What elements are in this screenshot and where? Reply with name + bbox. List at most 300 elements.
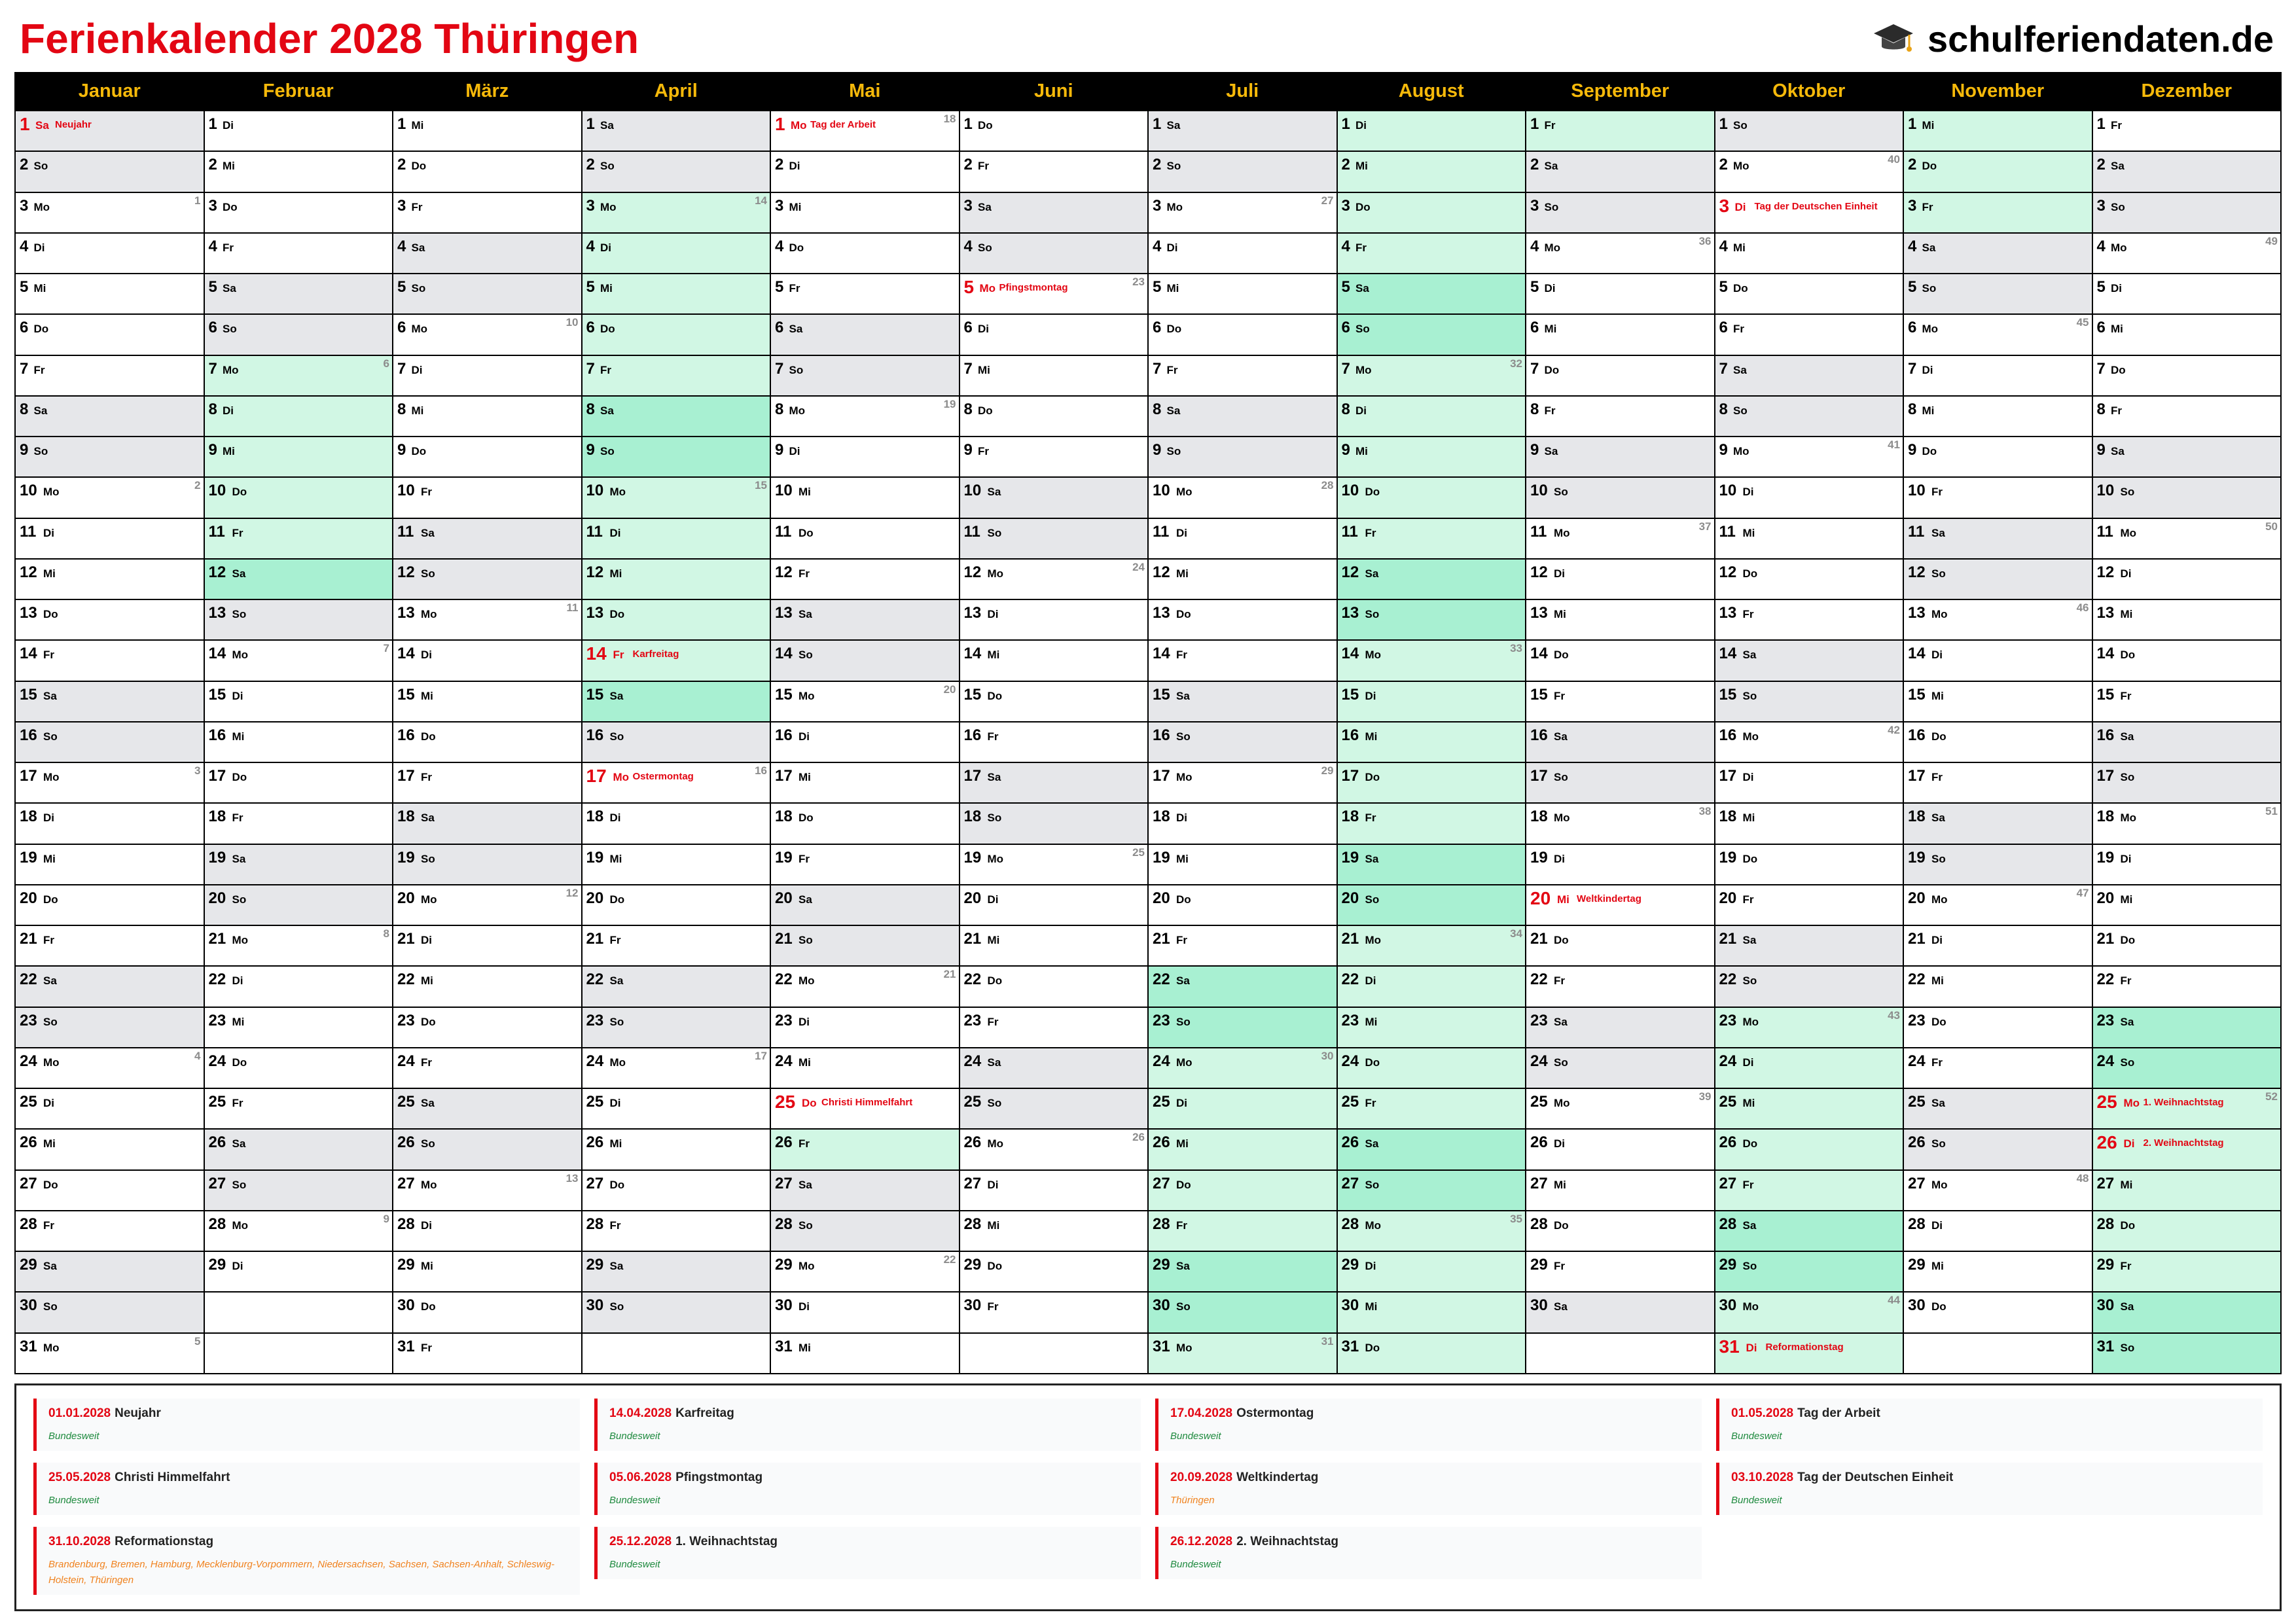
day-cell[interactable] (1904, 885, 2092, 925)
day-cell[interactable] (771, 1048, 959, 1088)
day-cell[interactable] (2093, 804, 2281, 843)
day-cell[interactable] (393, 560, 581, 599)
day-cell[interactable] (1526, 274, 1714, 313)
day-cell[interactable] (1338, 234, 1526, 273)
day-cell[interactable] (583, 600, 770, 639)
day-cell[interactable] (771, 193, 959, 232)
day-cell[interactable] (205, 1008, 393, 1047)
day-cell[interactable] (960, 926, 1148, 965)
day-cell[interactable] (16, 722, 204, 762)
day-cell[interactable] (2093, 478, 2281, 517)
day-cell[interactable] (960, 315, 1148, 354)
day-cell[interactable] (583, 804, 770, 843)
day-cell[interactable] (1338, 111, 1526, 151)
day-cell[interactable] (771, 437, 959, 476)
day-cell[interactable] (16, 519, 204, 558)
day-cell[interactable] (1526, 1089, 1714, 1128)
day-cell[interactable] (771, 274, 959, 313)
day-cell[interactable] (1149, 478, 1336, 517)
day-cell[interactable] (16, 560, 204, 599)
day-cell[interactable] (393, 111, 581, 151)
day-cell[interactable] (1338, 193, 1526, 232)
day-cell[interactable] (393, 1293, 581, 1332)
day-cell[interactable] (16, 1334, 204, 1373)
day-cell[interactable] (16, 152, 204, 191)
day-cell[interactable] (1904, 600, 2092, 639)
day-cell[interactable] (771, 885, 959, 925)
day-cell[interactable] (2093, 437, 2281, 476)
day-cell[interactable] (1338, 763, 1526, 802)
day-cell[interactable] (2093, 356, 2281, 395)
day-cell[interactable] (393, 885, 581, 925)
day-cell[interactable] (583, 397, 770, 436)
day-cell[interactable] (1149, 519, 1336, 558)
day-cell[interactable] (2093, 722, 2281, 762)
day-cell[interactable] (16, 641, 204, 680)
day-cell[interactable] (1338, 1008, 1526, 1047)
day-cell[interactable] (1526, 600, 1714, 639)
day-cell[interactable] (1338, 478, 1526, 517)
day-cell[interactable] (1526, 1293, 1714, 1332)
day-cell[interactable] (583, 1211, 770, 1251)
day-cell[interactable] (2093, 967, 2281, 1006)
day-cell[interactable] (1338, 682, 1526, 721)
day-cell[interactable] (1149, 437, 1336, 476)
day-cell[interactable] (1338, 1252, 1526, 1291)
day-cell[interactable] (1715, 967, 1903, 1006)
day-cell[interactable] (1904, 1171, 2092, 1210)
day-cell[interactable] (1715, 397, 1903, 436)
day-cell[interactable] (1149, 1252, 1336, 1291)
day-cell[interactable] (1149, 356, 1336, 395)
day-cell[interactable] (1338, 967, 1526, 1006)
day-cell[interactable] (1526, 397, 1714, 436)
day-cell[interactable] (1715, 437, 1903, 476)
day-cell[interactable] (1715, 722, 1903, 762)
day-cell[interactable] (1526, 478, 1714, 517)
day-cell[interactable] (205, 845, 393, 884)
day-cell[interactable] (771, 397, 959, 436)
day-cell[interactable] (2093, 600, 2281, 639)
day-cell[interactable] (16, 437, 204, 476)
day-cell[interactable] (16, 1089, 204, 1128)
day-cell[interactable] (1338, 885, 1526, 925)
day-cell[interactable] (393, 437, 581, 476)
day-cell[interactable] (771, 967, 959, 1006)
day-cell[interactable] (1715, 274, 1903, 313)
day-cell[interactable] (2093, 519, 2281, 558)
day-cell[interactable] (771, 560, 959, 599)
day-cell[interactable] (2093, 1252, 2281, 1291)
day-cell[interactable] (393, 152, 581, 191)
day-cell[interactable] (1338, 600, 1526, 639)
day-cell[interactable] (1715, 885, 1903, 925)
day-cell[interactable] (960, 152, 1148, 191)
day-cell[interactable] (16, 845, 204, 884)
day-cell[interactable] (2093, 152, 2281, 191)
day-cell[interactable] (583, 967, 770, 1006)
day-cell[interactable] (393, 519, 581, 558)
day-cell[interactable] (16, 1048, 204, 1088)
day-cell[interactable] (1904, 763, 2092, 802)
day-cell[interactable] (1904, 152, 2092, 191)
day-cell[interactable] (1338, 397, 1526, 436)
day-cell[interactable] (1715, 356, 1903, 395)
day-cell[interactable] (1149, 804, 1336, 843)
day-cell[interactable] (1715, 926, 1903, 965)
day-cell[interactable] (1526, 1130, 1714, 1169)
day-cell[interactable] (2093, 885, 2281, 925)
day-cell[interactable] (393, 1008, 581, 1047)
day-cell[interactable] (2093, 1293, 2281, 1332)
day-cell[interactable] (1904, 274, 2092, 313)
day-cell[interactable] (1338, 152, 1526, 191)
day-cell[interactable] (771, 845, 959, 884)
day-cell[interactable] (205, 560, 393, 599)
day-cell[interactable] (205, 967, 393, 1006)
day-cell[interactable] (1338, 1048, 1526, 1088)
day-cell[interactable] (205, 315, 393, 354)
day-cell[interactable] (1904, 478, 2092, 517)
day-cell[interactable] (205, 234, 393, 273)
day-cell[interactable] (205, 600, 393, 639)
day-cell[interactable] (393, 1048, 581, 1088)
day-cell[interactable] (393, 356, 581, 395)
day-cell[interactable] (583, 926, 770, 965)
day-cell[interactable] (1715, 1130, 1903, 1169)
day-cell[interactable] (1904, 967, 2092, 1006)
day-cell[interactable] (771, 111, 959, 151)
day-cell[interactable] (583, 763, 770, 802)
day-cell[interactable] (1904, 315, 2092, 354)
day-cell[interactable] (771, 1334, 959, 1373)
day-cell[interactable] (583, 560, 770, 599)
day-cell[interactable] (393, 845, 581, 884)
day-cell[interactable] (205, 885, 393, 925)
day-cell[interactable] (205, 1130, 393, 1169)
day-cell[interactable] (2093, 845, 2281, 884)
day-cell[interactable] (1526, 356, 1714, 395)
day-cell[interactable] (1149, 845, 1336, 884)
day-cell[interactable] (1715, 1089, 1903, 1128)
day-cell[interactable] (1715, 1008, 1903, 1047)
day-cell[interactable] (1149, 315, 1336, 354)
day-cell[interactable] (2093, 1008, 2281, 1047)
day-cell[interactable] (16, 1171, 204, 1210)
day-cell[interactable] (393, 1089, 581, 1128)
day-cell[interactable] (2093, 111, 2281, 151)
day-cell[interactable] (1715, 641, 1903, 680)
day-cell[interactable] (16, 356, 204, 395)
day-cell[interactable] (1149, 763, 1336, 802)
brand-logo[interactable] (1873, 9, 2274, 68)
day-cell[interactable] (205, 478, 393, 517)
day-cell[interactable] (1526, 519, 1714, 558)
day-cell[interactable] (393, 397, 581, 436)
day-cell[interactable] (16, 397, 204, 436)
day-cell[interactable] (1715, 600, 1903, 639)
day-cell[interactable] (2093, 926, 2281, 965)
day-cell[interactable] (205, 437, 393, 476)
day-cell[interactable] (205, 356, 393, 395)
day-cell[interactable] (1338, 560, 1526, 599)
day-cell[interactable] (771, 722, 959, 762)
day-cell[interactable] (1526, 560, 1714, 599)
day-cell[interactable] (583, 1089, 770, 1128)
day-cell[interactable] (1149, 193, 1336, 232)
day-cell[interactable] (1715, 111, 1903, 151)
day-cell[interactable] (583, 682, 770, 721)
day-cell[interactable] (1526, 1211, 1714, 1251)
day-cell[interactable] (205, 641, 393, 680)
day-cell[interactable] (205, 1048, 393, 1088)
day-cell[interactable] (205, 111, 393, 151)
day-cell[interactable] (1904, 560, 2092, 599)
day-cell[interactable] (2093, 193, 2281, 232)
day-cell[interactable] (1338, 926, 1526, 965)
day-cell[interactable] (16, 478, 204, 517)
day-cell[interactable] (960, 193, 1148, 232)
day-cell[interactable] (205, 763, 393, 802)
day-cell[interactable] (1715, 1171, 1903, 1210)
day-cell[interactable] (1338, 641, 1526, 680)
day-cell[interactable] (1526, 967, 1714, 1006)
day-cell[interactable] (1715, 763, 1903, 802)
day-cell[interactable] (771, 1089, 959, 1128)
day-cell[interactable] (1904, 1048, 2092, 1088)
day-cell[interactable] (1338, 1130, 1526, 1169)
day-cell[interactable] (960, 397, 1148, 436)
day-cell[interactable] (1149, 682, 1336, 721)
day-cell[interactable] (393, 926, 581, 965)
day-cell[interactable] (1149, 1048, 1336, 1088)
day-cell[interactable] (2093, 1334, 2281, 1373)
day-cell[interactable] (1149, 600, 1336, 639)
day-cell[interactable] (1715, 682, 1903, 721)
day-cell[interactable] (1526, 722, 1714, 762)
day-cell[interactable] (583, 722, 770, 762)
day-cell[interactable] (960, 763, 1148, 802)
day-cell[interactable] (1149, 152, 1336, 191)
day-cell[interactable] (16, 885, 204, 925)
day-cell[interactable] (205, 1171, 393, 1210)
day-cell[interactable] (1715, 193, 1903, 232)
day-cell[interactable] (1338, 1293, 1526, 1332)
day-cell[interactable] (2093, 560, 2281, 599)
day-cell[interactable] (1715, 560, 1903, 599)
day-cell[interactable] (1149, 111, 1336, 151)
day-cell[interactable] (1149, 1089, 1336, 1128)
day-cell[interactable] (583, 1008, 770, 1047)
day-cell[interactable] (771, 152, 959, 191)
day-cell[interactable] (1526, 763, 1714, 802)
day-cell[interactable] (960, 1211, 1148, 1251)
day-cell[interactable] (205, 804, 393, 843)
day-cell[interactable] (960, 722, 1148, 762)
day-cell[interactable] (1904, 519, 2092, 558)
day-cell[interactable] (1715, 1293, 1903, 1332)
day-cell[interactable] (1149, 967, 1336, 1006)
day-cell[interactable] (960, 1293, 1148, 1332)
day-cell[interactable] (1338, 437, 1526, 476)
day-cell[interactable] (771, 234, 959, 273)
day-cell[interactable] (583, 1130, 770, 1169)
day-cell[interactable] (1904, 356, 2092, 395)
day-cell[interactable] (205, 1252, 393, 1291)
day-cell[interactable] (2093, 641, 2281, 680)
day-cell[interactable] (583, 478, 770, 517)
day-cell[interactable] (1338, 845, 1526, 884)
day-cell[interactable] (1715, 1334, 1903, 1373)
day-cell[interactable] (583, 885, 770, 925)
day-cell[interactable] (960, 234, 1148, 273)
day-cell[interactable] (1149, 560, 1336, 599)
day-cell[interactable] (771, 1130, 959, 1169)
day-cell[interactable] (393, 234, 581, 273)
day-cell[interactable] (960, 274, 1148, 313)
day-cell[interactable] (583, 519, 770, 558)
day-cell[interactable] (583, 193, 770, 232)
day-cell[interactable] (1715, 1048, 1903, 1088)
day-cell[interactable] (393, 722, 581, 762)
day-cell[interactable] (1904, 1130, 2092, 1169)
day-cell[interactable] (1149, 885, 1336, 925)
day-cell[interactable] (1526, 152, 1714, 191)
day-cell[interactable] (1149, 1293, 1336, 1332)
day-cell[interactable] (1338, 519, 1526, 558)
day-cell[interactable] (583, 356, 770, 395)
day-cell[interactable] (393, 1211, 581, 1251)
day-cell[interactable] (393, 682, 581, 721)
day-cell[interactable] (205, 152, 393, 191)
day-cell[interactable] (583, 1048, 770, 1088)
day-cell[interactable] (16, 1130, 204, 1169)
day-cell[interactable] (771, 1171, 959, 1210)
day-cell[interactable] (960, 437, 1148, 476)
day-cell[interactable] (16, 926, 204, 965)
day-cell[interactable] (16, 967, 204, 1006)
day-cell[interactable] (583, 111, 770, 151)
day-cell[interactable] (1904, 926, 2092, 965)
day-cell[interactable] (960, 478, 1148, 517)
day-cell[interactable] (1338, 315, 1526, 354)
day-cell[interactable] (583, 1293, 770, 1332)
day-cell[interactable] (1526, 111, 1714, 151)
day-cell[interactable] (771, 926, 959, 965)
day-cell[interactable] (771, 763, 959, 802)
day-cell[interactable] (583, 1171, 770, 1210)
day-cell[interactable] (205, 722, 393, 762)
day-cell[interactable] (16, 763, 204, 802)
day-cell[interactable] (393, 967, 581, 1006)
day-cell[interactable] (16, 193, 204, 232)
day-cell[interactable] (1904, 1252, 2092, 1291)
day-cell[interactable] (205, 397, 393, 436)
day-cell[interactable] (2093, 274, 2281, 313)
day-cell[interactable] (1149, 641, 1336, 680)
day-cell[interactable] (960, 1089, 1148, 1128)
day-cell[interactable] (771, 519, 959, 558)
day-cell[interactable] (1904, 437, 2092, 476)
day-cell[interactable] (1149, 274, 1336, 313)
day-cell[interactable] (1715, 234, 1903, 273)
day-cell[interactable] (1904, 397, 2092, 436)
day-cell[interactable] (16, 1293, 204, 1332)
day-cell[interactable] (583, 234, 770, 273)
day-cell[interactable] (205, 1211, 393, 1251)
day-cell[interactable] (960, 885, 1148, 925)
day-cell[interactable] (1149, 722, 1336, 762)
day-cell[interactable] (583, 152, 770, 191)
day-cell[interactable] (960, 641, 1148, 680)
day-cell[interactable] (2093, 397, 2281, 436)
day-cell[interactable] (1526, 1252, 1714, 1291)
day-cell[interactable] (16, 804, 204, 843)
day-cell[interactable] (1149, 1211, 1336, 1251)
day-cell[interactable] (393, 1130, 581, 1169)
day-cell[interactable] (1904, 1293, 2092, 1332)
day-cell[interactable] (1338, 274, 1526, 313)
day-cell[interactable] (771, 600, 959, 639)
day-cell[interactable] (583, 437, 770, 476)
day-cell[interactable] (16, 600, 204, 639)
day-cell[interactable] (1904, 641, 2092, 680)
day-cell[interactable] (2093, 234, 2281, 273)
day-cell[interactable] (1526, 845, 1714, 884)
day-cell[interactable] (1526, 437, 1714, 476)
day-cell[interactable] (393, 763, 581, 802)
day-cell[interactable] (1715, 519, 1903, 558)
day-cell[interactable] (393, 193, 581, 232)
day-cell[interactable] (771, 641, 959, 680)
day-cell[interactable] (16, 315, 204, 354)
day-cell[interactable] (16, 1252, 204, 1291)
day-cell[interactable] (1904, 845, 2092, 884)
day-cell[interactable] (1526, 641, 1714, 680)
day-cell[interactable] (960, 1008, 1148, 1047)
day-cell[interactable] (1149, 926, 1336, 965)
day-cell[interactable] (1149, 397, 1336, 436)
day-cell[interactable] (1526, 1171, 1714, 1210)
day-cell[interactable] (960, 845, 1148, 884)
day-cell[interactable] (771, 315, 959, 354)
day-cell[interactable] (1338, 722, 1526, 762)
day-cell[interactable] (1715, 845, 1903, 884)
day-cell[interactable] (393, 315, 581, 354)
day-cell[interactable] (960, 967, 1148, 1006)
day-cell[interactable] (2093, 1048, 2281, 1088)
day-cell[interactable] (1904, 234, 2092, 273)
day-cell[interactable] (1149, 234, 1336, 273)
day-cell[interactable] (205, 682, 393, 721)
day-cell[interactable] (771, 804, 959, 843)
day-cell[interactable] (1526, 193, 1714, 232)
day-cell[interactable] (393, 600, 581, 639)
day-cell[interactable] (1338, 1089, 1526, 1128)
day-cell[interactable] (2093, 682, 2281, 721)
day-cell[interactable] (205, 274, 393, 313)
day-cell[interactable] (1904, 1211, 2092, 1251)
day-cell[interactable] (1526, 1048, 1714, 1088)
day-cell[interactable] (393, 1171, 581, 1210)
day-cell[interactable] (1526, 315, 1714, 354)
day-cell[interactable] (1715, 804, 1903, 843)
day-cell[interactable] (771, 1008, 959, 1047)
day-cell[interactable] (1904, 193, 2092, 232)
day-cell[interactable] (1526, 885, 1714, 925)
day-cell[interactable] (1526, 804, 1714, 843)
day-cell[interactable] (960, 560, 1148, 599)
